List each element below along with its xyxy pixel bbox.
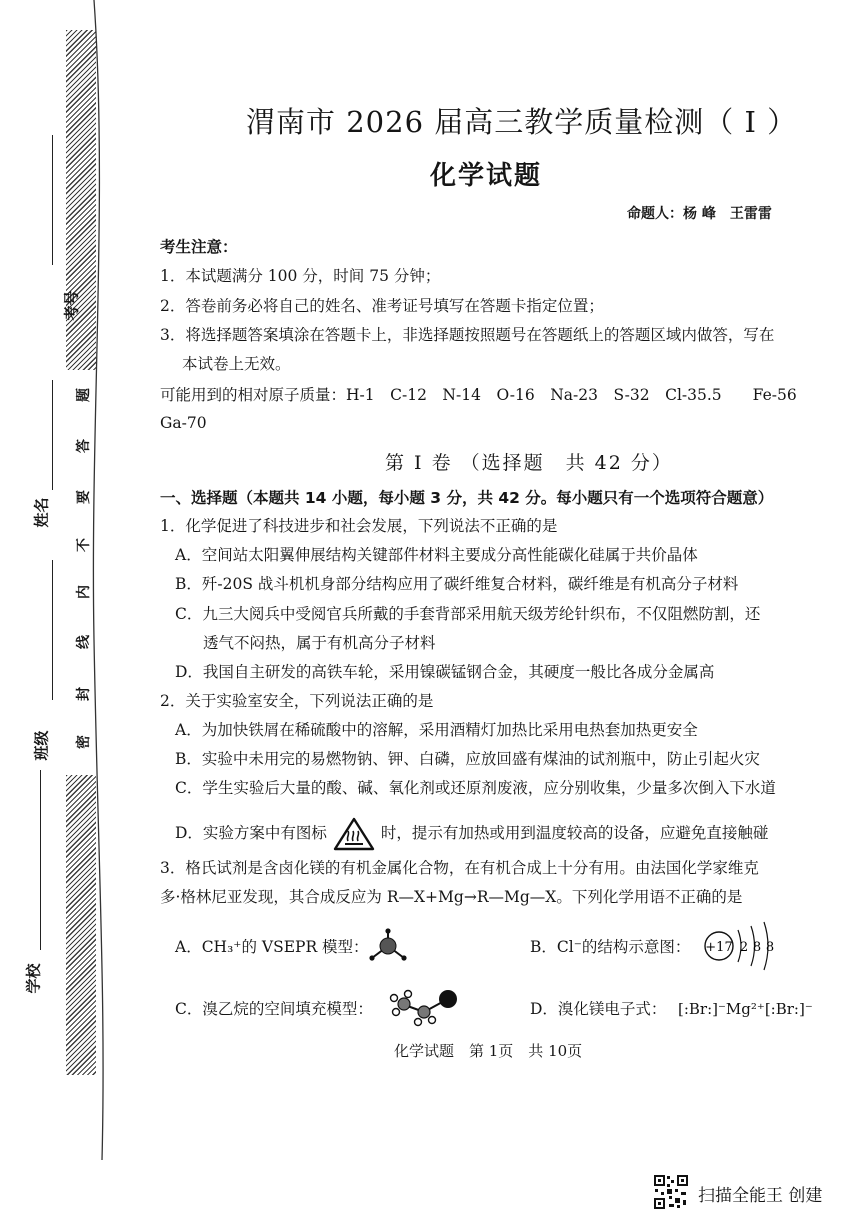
author-line [627, 203, 772, 223]
q3-stem-1: 3．格氏试剂是含卤化镁的有机金属化合物，在有机合成上十分有用。由法国化学家维克 [160, 859, 759, 877]
q3-option-c: C．溴乙烷的空间填充模型： [175, 1000, 373, 1018]
cl-shell-3: 8 [765, 940, 775, 955]
q1-option-c: C．九三大阅兵中受阅官兵所戴的手套背部采用航天级芳纶针织布，不仅阻燃防割，还 [175, 605, 761, 623]
school-label: 学校 [24, 963, 43, 994]
seal-char-1: 题 [76, 388, 92, 402]
cl-nucleus-charge: +17 [705, 940, 733, 955]
q3-stem-2: 多·格林尼亚发现，其合成反应为 R—X+Mg→R—Mg—X。下列化学用语不正确的是 [160, 888, 743, 906]
bromoethane-space-filling-model-icon [388, 988, 464, 1028]
q2-option-c: C．学生实验后大量的酸、碱、氧化剂或还原剂废液，应分别收集，少量多次倒入下水道 [175, 779, 776, 797]
author-label: 命题人： [627, 206, 683, 222]
author-names: 杨 峰 王雷雷 [683, 206, 772, 222]
q1-option-b: B．歼-20S 战斗机机身部分结构应用了碳纤维复合材料，碳纤维是有机高分子材料 [175, 575, 739, 593]
atomic-mass-line-1: 可能用到的相对原子质量：H-1 C-12 N-14 O-16 Na-23 S-32 Cl-35.5 Fe-56 [160, 386, 797, 404]
name-label: 姓名 [32, 497, 51, 528]
q2-stem: 2．关于实验室安全，下列说法正确的是 [160, 692, 434, 710]
seal-char-6: 线 [76, 635, 92, 649]
page-footer: 化学试题 第 1页 共 10页 [394, 1042, 583, 1060]
q3-option-a: A．CH₃⁺的 VSEPR 模型： [175, 938, 369, 956]
cl-shell-1: 2 [739, 940, 749, 955]
seal-char-2: 答 [76, 439, 92, 453]
q1-option-c-cont: 透气不闷热，属于有机高分子材料 [203, 634, 436, 652]
notice-item-3-cont: 本试卷上无效。 [182, 355, 291, 373]
q1-option-d: D．我国自主研发的高铁车轮，采用镍碳锰钢合金，其硬度一般比各成分金属高 [175, 663, 715, 681]
cl-ion-structure-diagram [702, 918, 784, 974]
q2-option-d-pre: D．实验方案中有图标 [175, 824, 327, 842]
seal-char-8: 密 [76, 735, 92, 749]
notice-item-2: 2．答卷前务必将自己的姓名、准考证号填写在答题卡指定位置； [160, 297, 604, 315]
q2-option-a: A．为加快铁屑在稀硫酸中的溶解，采用酒精灯加热比采用电热套加热更安全 [175, 721, 698, 739]
seal-char-7: 封 [76, 687, 92, 701]
exam-title: 渭南市 2026 届高三教学质量检测（ I ） [246, 105, 798, 139]
notice-heading: 考生注意： [160, 238, 238, 256]
q3-option-b: B．Cl⁻的结构示意图： [530, 938, 691, 956]
q2-option-b: B．实验中未用完的易燃物钠、钾、白磷，应放回盛有煤油的试剂瓶中，防止引起火灾 [175, 750, 760, 768]
q2-option-d-post: 时，提示有加热或用到温度较高的设备，应避免直接触碰 [380, 824, 769, 842]
exam-no-label: 考号 [62, 290, 81, 321]
class-underline [52, 560, 53, 700]
exam-subtitle: 化学试题 [430, 161, 543, 191]
section-title: 第 I 卷 （选择题 共 42 分） [385, 452, 673, 474]
class-label: 班级 [32, 730, 51, 761]
atomic-mass-line-2: Ga-70 [160, 414, 207, 432]
q2-option-d [175, 817, 768, 851]
seal-char-3: 要 [76, 490, 92, 504]
school-underline [40, 770, 41, 950]
q3-option-d: D．溴化镁电子式： [530, 1000, 667, 1018]
vsepr-model-icon [366, 928, 410, 966]
qr-code-icon [653, 1174, 689, 1210]
exam-no-underline [52, 135, 53, 265]
binding-curve [84, 0, 114, 1228]
cl-shell-2: 8 [752, 940, 762, 955]
q1-option-a: A．空间站太阳翼伸展结构关键部件材料主要成分高性能碳化硅属于共价晶体 [175, 546, 698, 564]
seal-char-5: 内 [76, 585, 92, 599]
hot-surface-warning-icon [333, 817, 375, 851]
seal-char-4: 不 [76, 538, 92, 552]
name-underline [52, 380, 53, 490]
scanner-watermark: 扫描全能王 创建 [698, 1186, 823, 1206]
notice-item-3: 3．将选择题答案填涂在答题卡上，非选择题按照题号在答题纸上的答题区域内做答，写在 [160, 326, 775, 344]
section-instruction: 一、选择题（本题共 14 小题，每小题 3 分，共 42 分。每小题只有一个选项符合题意） [160, 489, 774, 507]
q1-stem: 1．化学促进了科技进步和社会发展，下列说法不正确的是 [160, 517, 558, 535]
notice-item-1: 1．本试题满分 100 分，时间 75 分钟； [160, 267, 441, 285]
mgbr2-electron-formula: [:Br:]⁻Mg²⁺[:Br:]⁻ [678, 1000, 813, 1018]
